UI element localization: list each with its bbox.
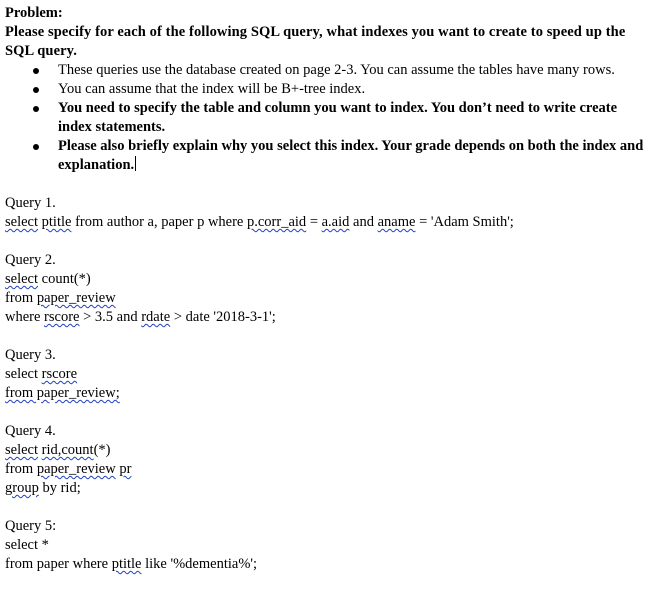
- sql-line: [5, 365, 645, 384]
- spellcheck-word: rscore: [44, 309, 80, 325]
- instruction-item: [5, 80, 645, 99]
- sql-text: select: [5, 366, 42, 382]
- spellcheck-word: a.aid: [321, 214, 350, 230]
- spellcheck-word: select: [5, 214, 39, 230]
- spellcheck-word: select: [5, 271, 39, 287]
- instruction-item: [5, 61, 645, 80]
- spellcheck-word: p.corr_aid: [247, 214, 307, 230]
- spellcheck-word: rscore: [41, 366, 78, 382]
- sql-text: by rid;: [38, 480, 81, 496]
- instruction-list: [5, 61, 645, 175]
- sql-text: select *: [5, 537, 49, 553]
- sql-text: from author a, paper p where: [71, 214, 247, 230]
- sql-line: [5, 213, 645, 232]
- query-label: Query 5:: [5, 518, 57, 534]
- spellcheck-word: ptitle: [41, 214, 72, 230]
- spellcheck-word: pr: [119, 461, 132, 477]
- sql-line: [5, 555, 645, 574]
- sql-text: = 'Adam Smith';: [415, 214, 514, 230]
- instruction-item: [5, 137, 645, 175]
- spellcheck-word: rdate: [141, 309, 171, 325]
- sql-text: > date '2018-3-1';: [170, 309, 276, 325]
- query-list: [5, 194, 645, 574]
- sql-text: count(*): [38, 271, 91, 287]
- sql-line: [5, 479, 645, 498]
- query-block: [5, 346, 645, 403]
- query-block: [5, 422, 645, 498]
- sql-text: > 3.5 and: [79, 309, 142, 325]
- spellcheck-word: ptitle: [111, 556, 142, 572]
- sql-text: from: [5, 461, 37, 477]
- bullet-icon: [33, 106, 39, 112]
- sql-text: (*): [93, 442, 111, 458]
- spellcheck-word: paper_review: [36, 461, 116, 477]
- bullet-icon: [33, 68, 39, 74]
- sql-text: from paper where: [5, 556, 112, 572]
- query-block: [5, 194, 645, 232]
- instruction-text: Please also briefly explain why you select this index. Your grade depends on both the index and explanation.: [58, 138, 644, 173]
- text-cursor: [135, 156, 136, 171]
- sql-text: like '%dementia%';: [141, 556, 258, 572]
- sql-line: [5, 536, 645, 555]
- sql-line: [5, 308, 645, 327]
- sql-line: [5, 384, 645, 403]
- document-page: [5, 4, 645, 574]
- query-label: Query 1.: [5, 195, 56, 211]
- instruction-text: You need to specify the table and column you want to index. You don’t need to write create index statements.: [58, 100, 618, 135]
- problem-statement: Please specify for each of the following SQL query, what indexes you want to create to speed up the SQL query.: [5, 24, 626, 59]
- sql-text: =: [306, 214, 322, 230]
- problem-heading: Problem:: [5, 5, 63, 21]
- spellcheck-word: from paper_review;: [5, 385, 120, 401]
- query-block: [5, 251, 645, 327]
- bullet-icon: [33, 87, 39, 93]
- spellcheck-word: rid,count: [41, 442, 94, 458]
- bullet-icon: [33, 144, 39, 150]
- instruction-text: You can assume that the index will be B+-tree index.: [58, 81, 366, 97]
- query-label: Query 2.: [5, 252, 56, 268]
- instruction-item: [5, 99, 645, 137]
- sql-line: [5, 270, 645, 289]
- sql-text: and: [349, 214, 378, 230]
- sql-line: [5, 289, 645, 308]
- sql-text: from: [5, 290, 37, 306]
- query-block: [5, 517, 645, 574]
- sql-line: [5, 460, 645, 479]
- instruction-text: These queries use the database created on page 2-3. You can assume the tables have many rows.: [58, 62, 615, 78]
- spellcheck-word: group: [5, 480, 39, 496]
- query-label: Query 3.: [5, 347, 56, 363]
- sql-line: [5, 441, 645, 460]
- query-label: Query 4.: [5, 423, 56, 439]
- spellcheck-word: select: [5, 442, 39, 458]
- spellcheck-word: aname: [377, 214, 416, 230]
- sql-text: where: [5, 309, 45, 325]
- spellcheck-word: paper_review: [36, 290, 116, 306]
